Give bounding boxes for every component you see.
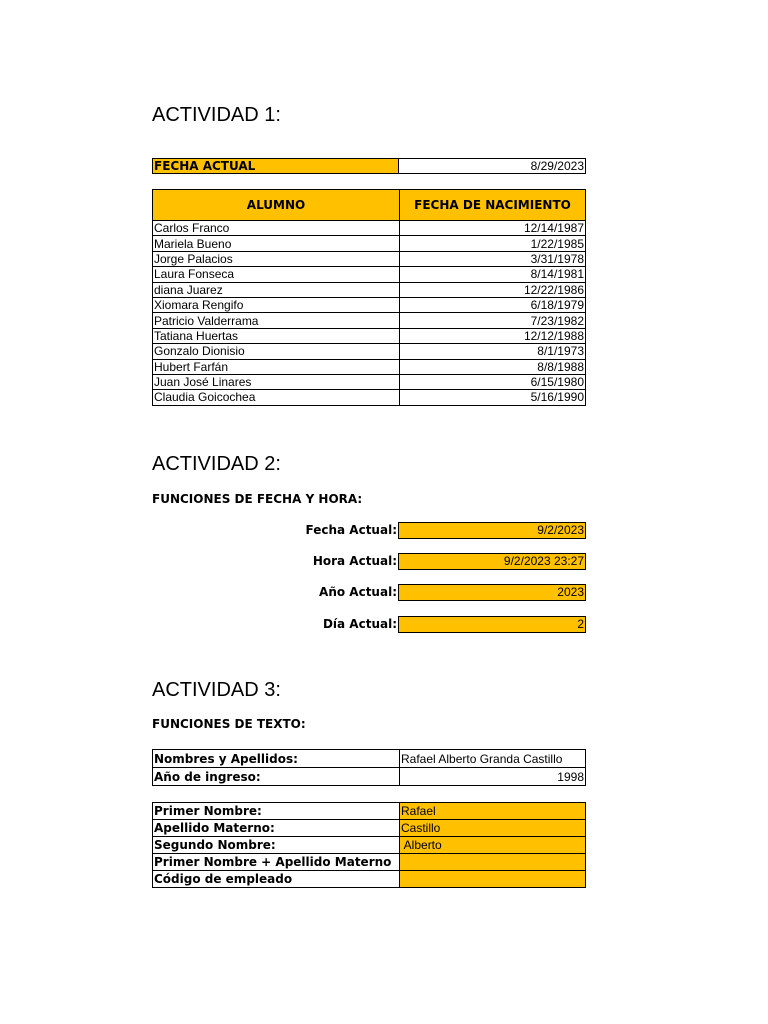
funciones-texto-subtitle: FUNCIONES DE TEXTO:	[152, 717, 306, 731]
table-header-row	[153, 190, 586, 221]
table-row	[153, 221, 586, 236]
fecha-actual-label[interactable]: FECHA ACTUAL	[152, 158, 399, 174]
primer-nombre-value[interactable]: Rafael	[400, 803, 586, 820]
table-row	[153, 374, 586, 389]
birth-date-cell[interactable]: 1/22/1985	[400, 236, 586, 251]
birth-date-cell[interactable]: 8/8/1988	[400, 359, 586, 374]
apellido-materno-label: Apellido Materno:	[153, 820, 400, 837]
birth-date-cell[interactable]: 12/14/1987	[400, 221, 586, 236]
table-row	[153, 871, 586, 888]
segundo-nombre-label: Segundo Nombre:	[153, 837, 400, 854]
anio-ingreso-value[interactable]: 1998	[400, 768, 586, 786]
anio-ingreso-label: Año de ingreso:	[153, 768, 400, 786]
anio-actual-field-value[interactable]: 2023	[398, 584, 586, 601]
segundo-nombre-value[interactable]: Alberto	[400, 837, 586, 854]
dia-actual-field-value[interactable]: 2	[398, 616, 586, 633]
birth-date-cell[interactable]: 6/18/1979	[400, 297, 586, 312]
funciones-fecha-hora-subtitle: FUNCIONES DE FECHA Y HORA:	[152, 492, 363, 506]
birth-date-cell[interactable]: 7/23/1982	[400, 313, 586, 328]
table-row	[153, 837, 586, 854]
birth-date-cell[interactable]: 3/31/1978	[400, 251, 586, 266]
hora-actual-field-label: Hora Actual:	[312, 554, 397, 568]
fecha-actual-field-value[interactable]: 9/2/2023	[398, 522, 586, 539]
student-name-cell[interactable]: Jorge Palacios	[153, 251, 400, 266]
primer-nombre-label: Primer Nombre:	[153, 803, 400, 820]
birth-date-cell[interactable]: 8/1/1973	[400, 344, 586, 359]
table-row	[153, 854, 586, 871]
primer-nombre-apellido-materno-value[interactable]	[400, 854, 586, 871]
birth-date-cell[interactable]: 5/16/1990	[400, 390, 586, 405]
nombres-apellidos-label: Nombres y Apellidos:	[153, 750, 400, 768]
dia-actual-field-label: Día Actual:	[322, 617, 397, 631]
student-name-cell[interactable]: Patricio Valderrama	[153, 313, 400, 328]
codigo-empleado-value[interactable]	[400, 871, 586, 888]
column-header-fecha-nacimiento[interactable]: FECHA DE NACIMIENTO	[400, 190, 586, 221]
student-name-cell[interactable]: Xiomara Rengifo	[153, 297, 400, 312]
nombres-apellidos-value[interactable]: Rafael Alberto Granda Castillo	[400, 750, 586, 768]
hora-actual-field-value[interactable]: 9/2/2023 23:27	[398, 553, 586, 570]
table-row	[153, 282, 586, 297]
actividad-2-heading: ACTIVIDAD 2:	[152, 453, 281, 475]
student-name-cell[interactable]: Laura Fonseca	[153, 267, 400, 282]
fecha-actual-field-label: Fecha Actual:	[305, 523, 397, 537]
birth-date-cell[interactable]: 12/12/1988	[400, 328, 586, 343]
table-row	[153, 803, 586, 820]
anio-actual-field-label: Año Actual:	[319, 585, 397, 599]
primer-nombre-apellido-materno-label: Primer Nombre + Apellido Materno	[153, 854, 400, 871]
actividad-1-heading: ACTIVIDAD 1:	[152, 104, 281, 126]
student-name-cell[interactable]: diana Juarez	[153, 282, 400, 297]
fecha-actual-value[interactable]: 8/29/2023	[398, 158, 586, 174]
student-name-cell[interactable]: Tatiana Huertas	[153, 328, 400, 343]
student-name-cell[interactable]: Juan José Linares	[153, 374, 400, 389]
table-row	[153, 267, 586, 282]
table-row	[153, 251, 586, 266]
table-row	[153, 328, 586, 343]
table-row	[153, 820, 586, 837]
table-row	[153, 344, 586, 359]
table-row	[153, 313, 586, 328]
table-row	[153, 359, 586, 374]
student-name-cell[interactable]: Mariela Bueno	[153, 236, 400, 251]
table-row	[153, 768, 586, 786]
info-table	[152, 749, 586, 786]
column-header-alumno[interactable]: ALUMNO	[153, 190, 400, 221]
results-table	[152, 802, 586, 888]
apellido-materno-value[interactable]: Castillo	[400, 820, 586, 837]
birth-date-cell[interactable]: 8/14/1981	[400, 267, 586, 282]
student-name-cell[interactable]: Gonzalo Dionisio	[153, 344, 400, 359]
student-name-cell[interactable]: Carlos Franco	[153, 221, 400, 236]
student-name-cell[interactable]: Hubert Farfán	[153, 359, 400, 374]
alumnos-table	[152, 189, 586, 406]
student-name-cell[interactable]: Claudia Goicochea	[153, 390, 400, 405]
birth-date-cell[interactable]: 6/15/1980	[400, 374, 586, 389]
birth-date-cell[interactable]: 12/22/1986	[400, 282, 586, 297]
actividad-3-heading: ACTIVIDAD 3:	[152, 679, 281, 701]
table-row	[153, 750, 586, 768]
codigo-empleado-label: Código de empleado	[153, 871, 400, 888]
table-row	[153, 236, 586, 251]
table-row	[153, 390, 586, 405]
table-row	[153, 297, 586, 312]
